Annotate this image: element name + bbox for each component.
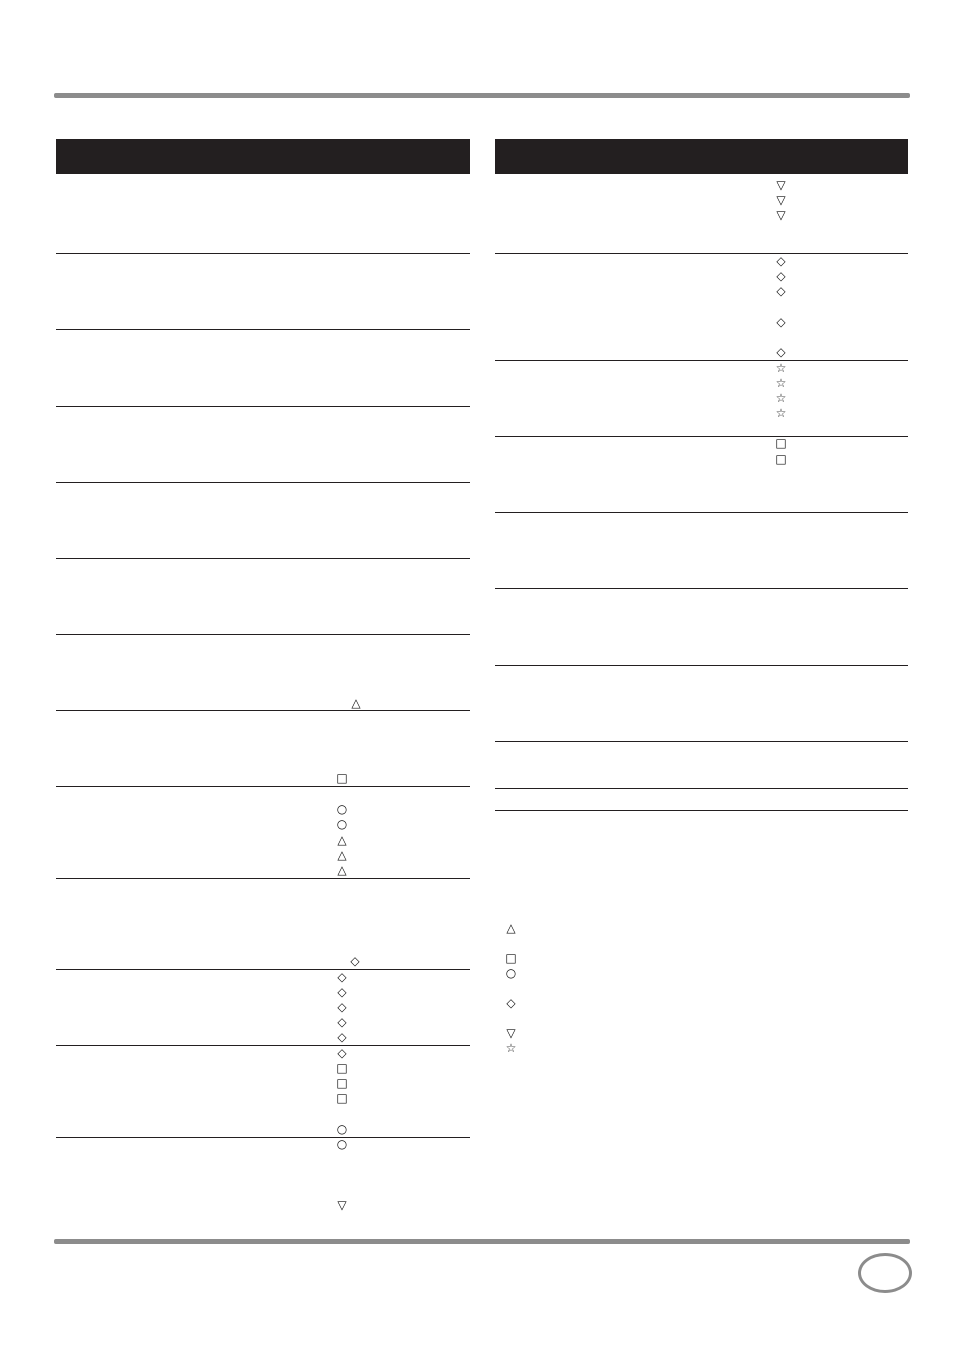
diamond-icon: ◇ (337, 1015, 347, 1029)
diamond-icon: ◇ (776, 269, 786, 283)
table-row (495, 666, 908, 742)
circle-icon: ○ (336, 817, 348, 831)
triangle-up-icon: △ (337, 848, 347, 862)
table-row (495, 589, 908, 666)
symbol-legend (503, 918, 903, 1068)
diamond-icon: ◇ (337, 1030, 347, 1044)
top-rule (54, 93, 910, 98)
triangle-down-icon: ▽ (506, 1026, 516, 1040)
square-icon: □ (336, 1061, 348, 1075)
table-row (56, 970, 470, 1046)
diamond-icon: ◇ (776, 345, 786, 359)
right-table (495, 139, 908, 466)
diamond-icon: ◇ (776, 254, 786, 268)
square-icon: □ (505, 951, 517, 965)
table-row (56, 787, 470, 879)
table-row (495, 361, 908, 437)
triangle-down-icon: ▽ (776, 193, 786, 207)
table-row (495, 437, 908, 513)
square-icon: □ (336, 1076, 348, 1090)
table-row (56, 407, 470, 483)
table-row (495, 789, 908, 811)
star-icon: ☆ (775, 391, 787, 405)
triangle-up-icon: △ (337, 863, 347, 877)
diamond-icon: ◇ (506, 996, 516, 1010)
triangle-up-icon: △ (337, 833, 347, 847)
table-row (56, 174, 470, 254)
triangle-up-icon: △ (351, 696, 361, 710)
triangle-down-icon: ▽ (776, 208, 786, 222)
table-row (56, 559, 470, 635)
right-table-header (495, 139, 908, 174)
table-row (56, 1046, 470, 1138)
diamond-icon: ◇ (337, 985, 347, 999)
diamond-icon: ◇ (337, 970, 347, 984)
left-table-header (56, 139, 470, 174)
table-row (495, 513, 908, 589)
star-icon: ☆ (775, 361, 787, 375)
table-row (56, 483, 470, 559)
square-icon: □ (775, 452, 787, 466)
diamond-icon: ◇ (350, 954, 360, 968)
diamond-icon: ◇ (776, 315, 786, 329)
square-icon: □ (336, 771, 348, 785)
table-row (56, 711, 470, 787)
table-row (56, 879, 470, 970)
page-badge (858, 1253, 912, 1293)
bottom-rule (54, 1239, 910, 1244)
triangle-down-icon: ▽ (776, 178, 786, 192)
circle-icon: ○ (505, 966, 517, 980)
square-icon: □ (336, 1091, 348, 1105)
table-row (56, 635, 470, 711)
circle-icon: ○ (336, 1122, 348, 1136)
diamond-icon: ◇ (337, 1000, 347, 1014)
circle-icon: ○ (336, 802, 348, 816)
diamond-icon: ◇ (337, 1046, 347, 1060)
table-row (56, 254, 470, 330)
triangle-up-icon: △ (506, 921, 516, 935)
star-icon: ☆ (505, 1041, 517, 1055)
square-icon: □ (775, 436, 787, 450)
left-table (56, 139, 470, 1212)
star-icon: ☆ (775, 406, 787, 420)
triangle-down-icon: ▽ (337, 1198, 347, 1212)
table-row (56, 330, 470, 407)
table-row (495, 742, 908, 789)
table-row (495, 254, 908, 361)
table-row (495, 174, 908, 254)
diamond-icon: ◇ (776, 284, 786, 298)
star-icon: ☆ (775, 376, 787, 390)
circle-icon: ○ (336, 1137, 348, 1151)
